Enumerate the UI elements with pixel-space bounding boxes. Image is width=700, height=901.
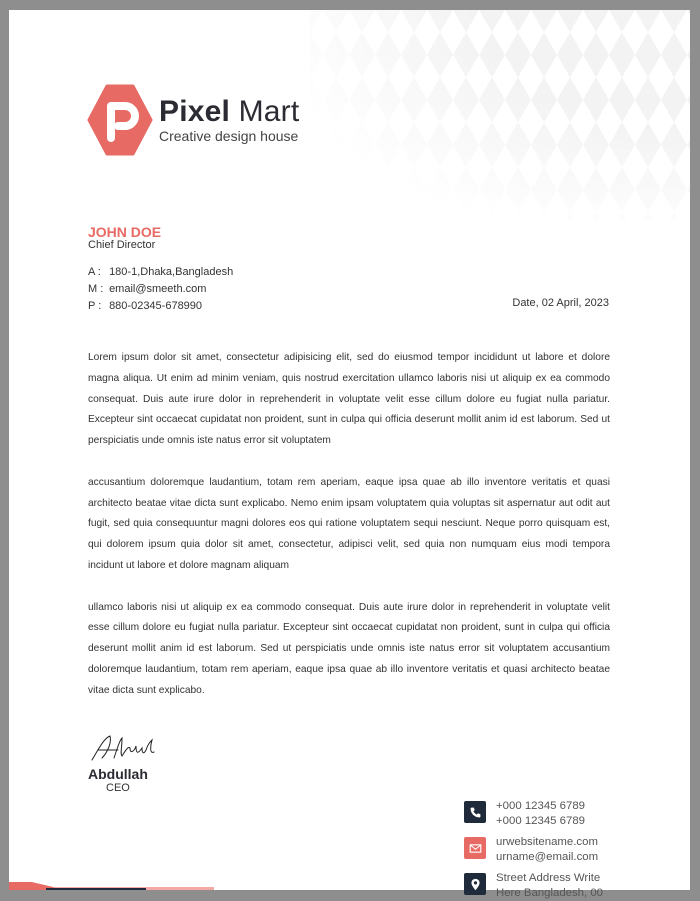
mail-icon [464,837,486,859]
footer-phone: +000 12345 6789 +000 12345 6789 [464,799,585,829]
sender-name: JOHN DOE [88,224,162,240]
phone-icon [464,801,486,823]
email-line: M : email@smeeth.com [88,283,207,295]
sender-contact [88,264,233,315]
paragraph: ullamco laboris nisi ut aliquip ex ea commodo consequat. Duis aute irure dolor in reprehenderit in voluptate velit esse cillum dolore eu fugiat nulla pariatur. Excepteur sint occaecat cupidatat non proident, sunt in culpa qui officia deserunt mollit anim id est laborum. Sed ut perspiciatis unde omnis iste natus error sit voluptatem accusantium doloremque laudantium, totam rem aperiam, eaque ipsa quae ab illo inventore veritatis et quasi architecto beatae vitae dicta sunt explicabo. [88,601,610,696]
sender-title: Chief Director [88,239,156,251]
brand-name: Pixel Mart [159,94,300,128]
phone-line: P : 880-02345-678990 [88,300,203,312]
signer-role: CEO [106,782,130,794]
signature-image [88,732,158,766]
location-pin-icon [464,873,486,895]
triangle-pattern [310,10,690,220]
footer-web: urwebsitename.com urname@email.com [464,835,598,865]
letterhead-page [9,10,690,899]
letter-date: Date, 02 April, 2023 [512,297,609,309]
address-line: A : 180-1,Dhaka,Bangladesh [88,266,234,278]
footer-address: Street Address Write Here Bangladesh, 00 [464,871,603,901]
pixel-mart-logo-icon [87,84,153,156]
paragraph: accusantium doloremque laudantium, totam rem aperiam, eaque ipsa quae ab illo inventore veritatis et quasi architecto beatae vitae dicta sunt explicabo. Nemo enim ipsam voluptatem quia voluptas sit aspernatur aut odit aut fugit, sed quia consequuntur magni dolores eos qui ratione voluptatem sequi nesciunt. Neque porro quisquam est, qui dolorem ipsum quia dolor sit amet, consectetur, adipisci velit, sed quia non numquam eius modi tempora incidunt ut labore et dolore magnam aliquam [88,476,610,571]
brand-tagline: Creative design house [159,127,299,144]
paragraph: Lorem ipsum dolor sit amet, consectetur adipisicing elit, sed do eiusmod tempor incididunt ut labore et dolore magna aliqua. Ut enim ad minim veniam, quis nostrud exercitation ullamco laboris nisi ut aliquip ex ea commodo consequat. Duis aute irure dolor in reprehenderit in voluptate velit esse cillum dolore eu fugiat nulla pariatur. Excepteur sint occaecat cupidatat non proident, sunt in culpa qui officia deserunt mollit anim id est laborum. Sed ut perspiciatis unde omnis iste natus error sit voluptatem [88,352,610,447]
signer-name: Abdullah [88,766,148,782]
brand-logo [87,84,299,156]
letter-body [88,348,610,722]
corner-accent-dark [46,888,146,890]
